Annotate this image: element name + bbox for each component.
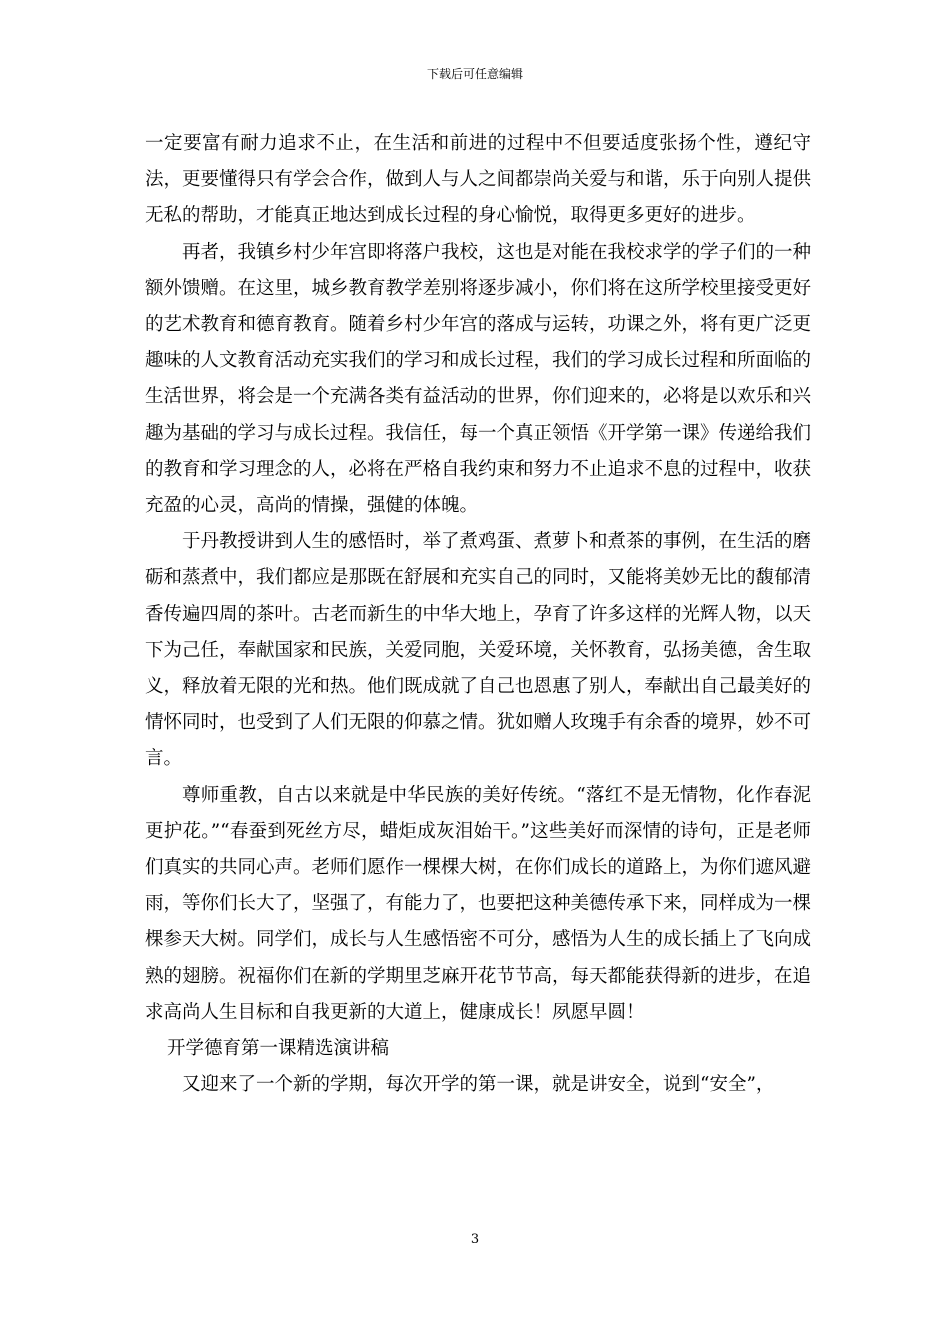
page-number: 3 [470, 1232, 480, 1247]
paragraph-2: 再者，我镇乡村少年宫即将落户我校，这也是对能在我校求学的学子们的一种额外馈赠。在这里，城乡教育教学差别将逐步减小，你们将在这所学校里接受更好的艺术教育和德育教育。随着乡村少年宫的落成与运转，功课之外，将有更广泛更趣味的人文教育活动充实我们的学习和成长过程，我们的学习成长过程和所面临的生活世界，将会是一个充满各类有益活动的世界，你们迎来的，必将是以欢乐和兴趣为基础的学习与成长过程。我信任，每一个真正领悟《开学第一课》传递给我们的教育和学习理念的人，必将在严格自我约束和努力不止追求不息的过程中，收获充盈的心灵，高尚的情操，强健的体魄。 [145, 241, 812, 517]
paragraph-5: 又迎来了一个新的学期，每次开学的第一课，就是讲安全，说到“安全”， [182, 1074, 775, 1096]
document-body [145, 126, 811, 1103]
paragraph-3: 于丹教授讲到人生的感悟时，举了煮鸡蛋、煮萝卜和煮茶的事例，在生活的磨砺和蒸煮中，我们都应是那既在舒展和充实自己的同时，又能将美妙无比的馥郁清香传遍四周的茶叶。古老而新生的中华大地上，孕育了许多这样的光辉人物，以天下为己任，奉献国家和民族，关爱同胞，关爱环境，关怀教育，弘扬美德，舍生取义，释放着无限的光和热。他们既成就了自己也恩惠了别人，奉献出自己最美好的情怀同时，也受到了人们无限的仰慕之情。犹如赠人玫瑰手有余香的境界，妙不可言。 [145, 531, 812, 770]
paragraph-1: 一定要富有耐力追求不止，在生活和前进的过程中不但要适度张扬个性，遵纪守法，更要懂得只有学会合作，做到人与人之间都崇尚关爱与和谐，乐于向别人提供无私的帮助，才能真正地达到成长过程的身心愉悦，取得更多更好的进步。 [145, 133, 812, 227]
section-title: 开学德育第一课精选演讲稿 [167, 1038, 390, 1060]
page-header-note: 下载后可任意编辑 [426, 67, 523, 81]
paragraph-4: 尊师重教，自古以来就是中华民族的美好传统。“落红不是无情物，化作春泥更护花。”“春蚕到死丝方尽，蜡炬成灰泪始干。”这些美好而深情的诗句，正是老师们真实的共同心声。老师们愿作一棵棵大树，在你们成长的道路上，为你们遮风避雨，等你们长大了，坚强了，有能力了，也要把这种美德传承下来，同样成为一棵棵参天大树。同学们，成长与人生感悟密不可分，感悟为人生的成长插上了飞向成熟的翅膀。祝福你们在新的学期里芝麻开花节节高，每天都能获得新的进步，在追求高尚人生目标和自我更新的大道上，健康成长！夙愿早圆！ [145, 784, 812, 1023]
